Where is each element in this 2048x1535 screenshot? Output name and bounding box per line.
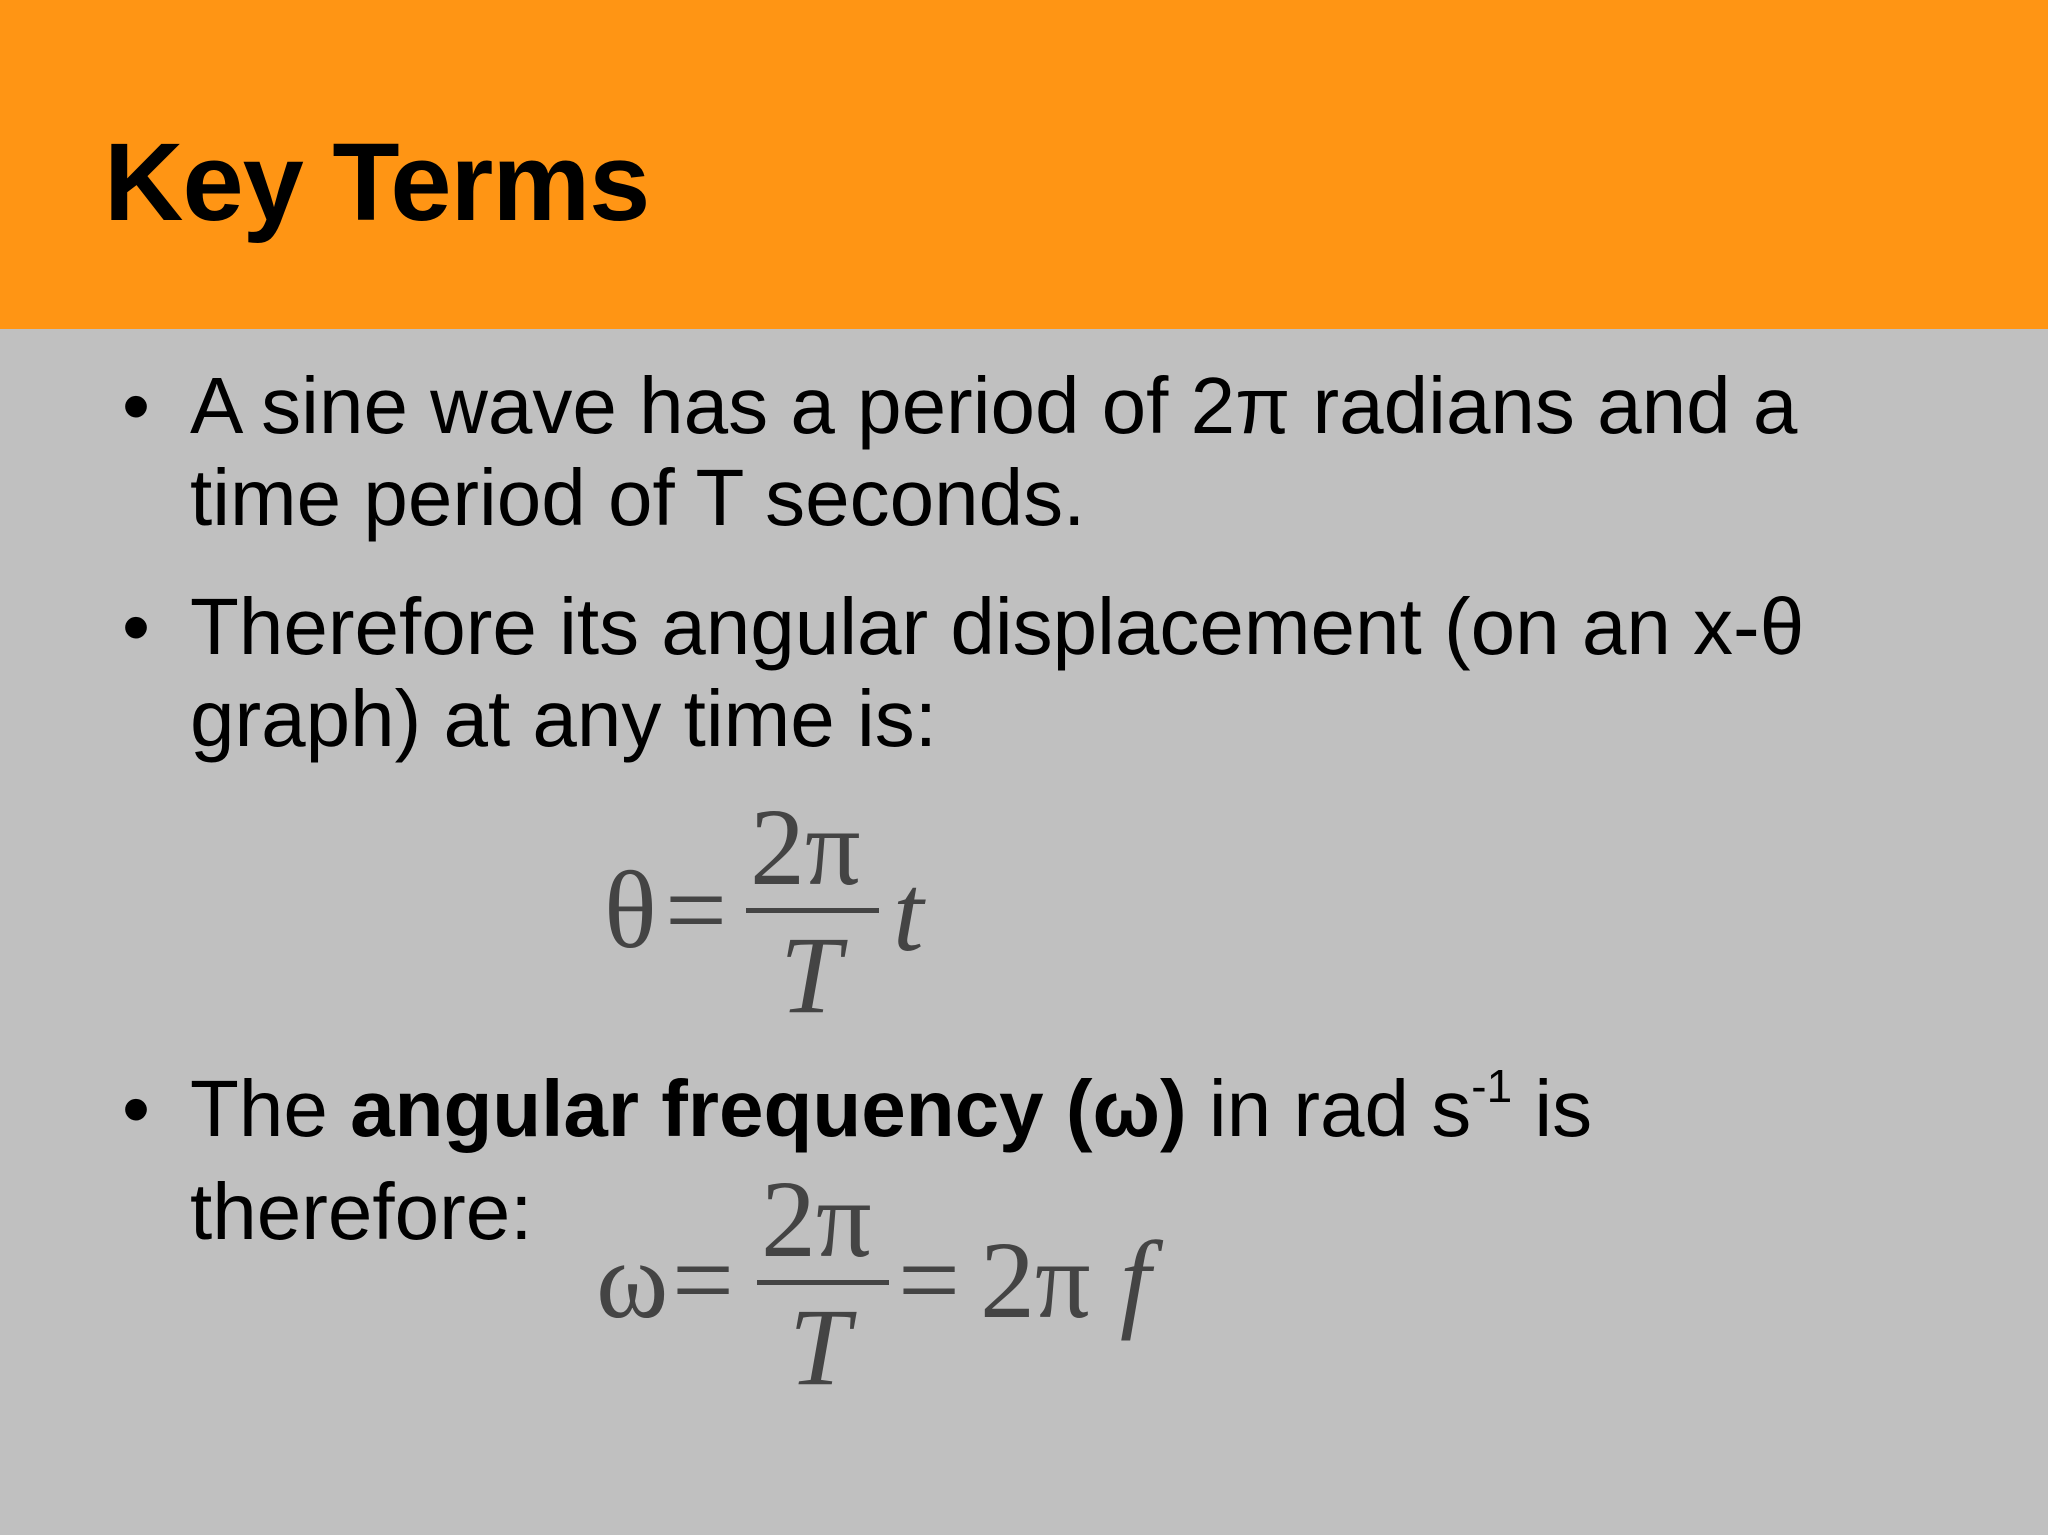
- fraction-bar: [757, 1280, 889, 1285]
- slide-title: Key Terms: [104, 121, 650, 244]
- equation-omega-equals-2: =: [898, 1219, 961, 1341]
- bullet-text-3-bold: angular frequency (ω): [350, 1064, 1187, 1153]
- equation-theta-tail: t: [893, 852, 924, 974]
- bullet-text-2: Therefore its angular displacement (on an x-θ graph) at any time is:: [190, 582, 1805, 763]
- bullet-item-2: [122, 581, 1950, 765]
- bullet-text-3-prefix: The: [190, 1064, 351, 1153]
- equation-omega-equals-1: =: [672, 1219, 735, 1341]
- bullet-text-3-suffix: is therefore:: [190, 1064, 1593, 1256]
- equation-omega-rhs-var: f: [1120, 1219, 1151, 1341]
- equation-theta-equals: =: [665, 849, 728, 971]
- equation-omega-denominator: T: [789, 1286, 851, 1408]
- bullet-text-3-superscript: -1: [1471, 1060, 1513, 1112]
- bullet-dot-icon: •: [122, 1064, 151, 1153]
- equation-omega-lhs: ω: [596, 1219, 669, 1341]
- equation-theta-denominator: T: [780, 914, 842, 1036]
- equation-theta-numerator: 2π: [750, 786, 861, 908]
- bullet-dot-icon: •: [122, 582, 151, 671]
- equation-theta-lhs: θ: [604, 849, 657, 971]
- equation-omega-numerator: 2π: [761, 1158, 872, 1280]
- bullet-item-1: [122, 360, 1950, 544]
- bullet-text-3-middle: in rad s: [1186, 1064, 1472, 1153]
- bullet-text-1: A sine wave has a period of 2π radians and a time period of T seconds.: [190, 361, 1798, 542]
- bullet-dot-icon: •: [122, 361, 151, 450]
- equation-omega-rhs-coef: 2π: [980, 1219, 1091, 1341]
- fraction-bar: [746, 908, 879, 913]
